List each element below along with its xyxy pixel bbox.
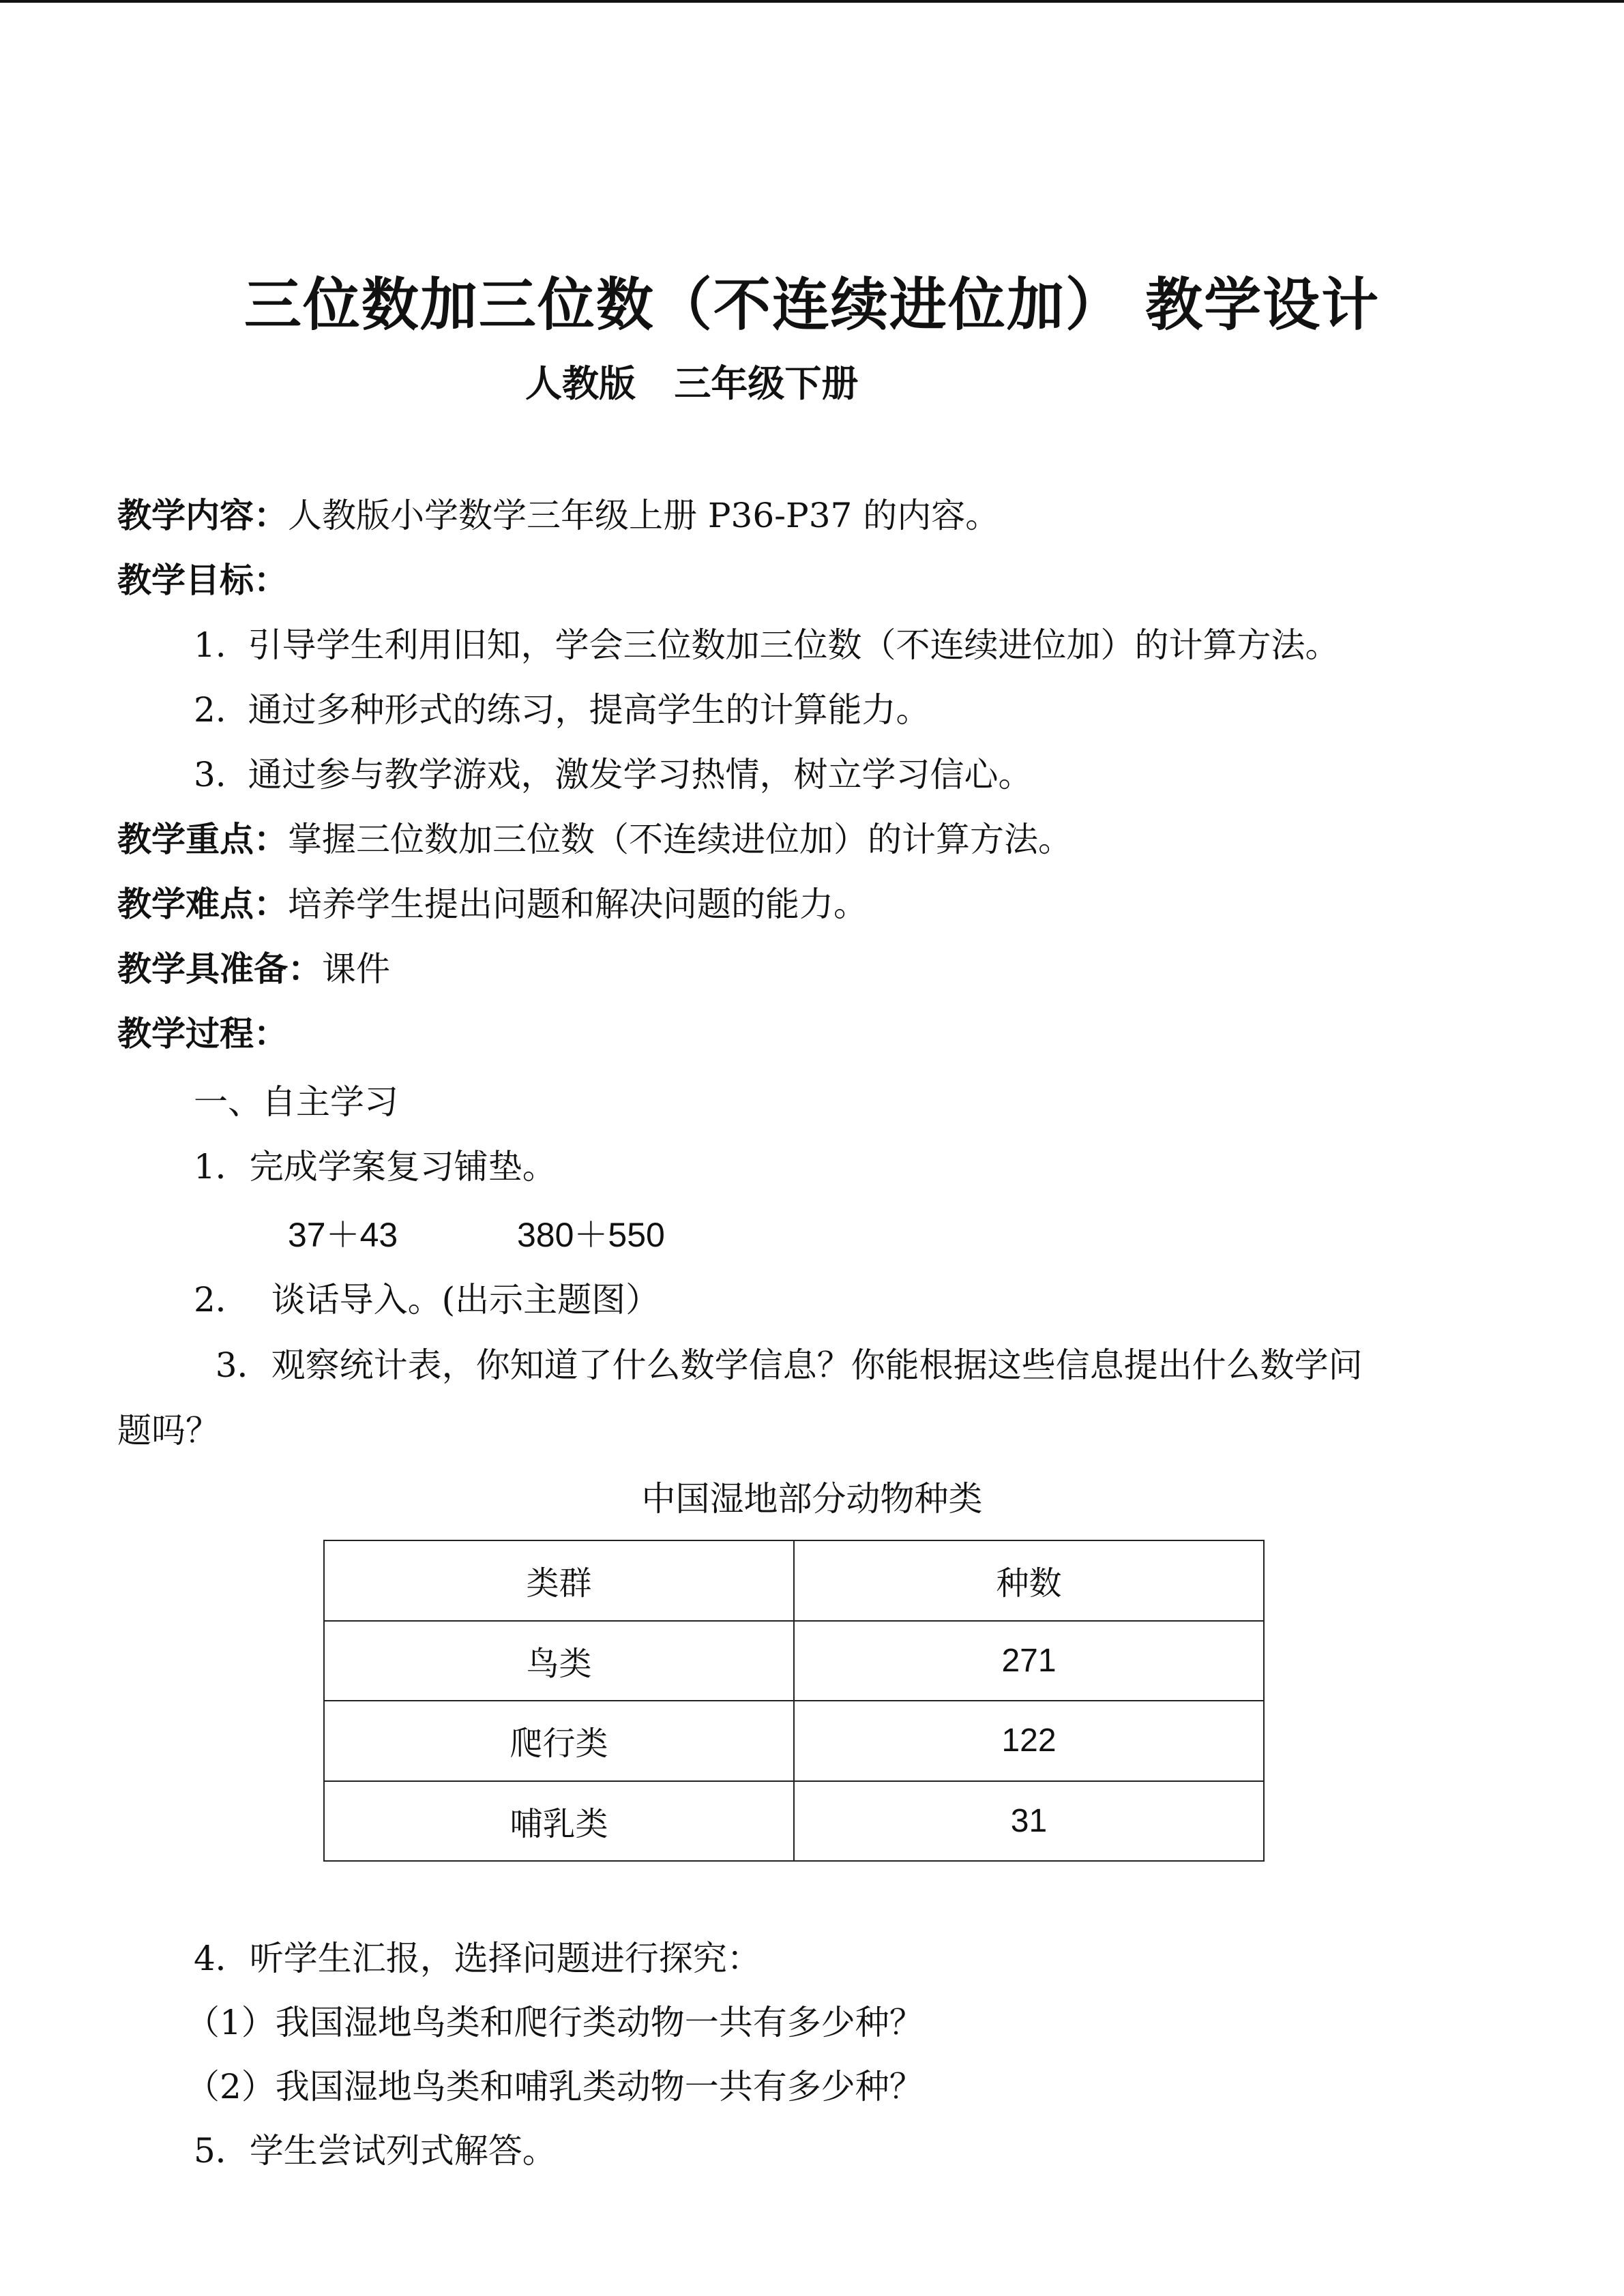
objective-item-1: 1. 引导学生利用旧知，学会三位数加三位数（不连续进位加）的计算方法。 [194,625,1340,665]
step-1: 1．完成学案复习铺垫。 [194,1147,557,1187]
objective-item-3: 3. 通过参与教学游戏，激发学习热情，树立学习信心。 [194,755,1033,794]
table-cell-count: 31 [794,1781,1264,1862]
step-3-line-1: 3．观察统计表，你知道了什么数学信息？你能根据这些信息提出什么数学问 [194,1345,1363,1385]
document-subtitle: 人教版 三年级下册 [525,362,859,405]
table-header-group: 类群 [324,1540,794,1621]
key-point-label: 教学重点： [117,820,288,859]
table-header-count: 种数 [794,1540,1264,1621]
materials-label: 教学具准备： [117,949,322,989]
document-title: 三位数加三位数（不连续进位加） 教学设计 [243,271,1381,338]
question-1: （1）我国湿地鸟类和爬行类动物一共有多少种？ [186,2003,924,2042]
materials-text: 课件 [322,949,390,989]
table-row [324,1781,1264,1862]
key-point-text: 掌握三位数加三位数（不连续进位加）的计算方法。 [288,820,1072,859]
step-4: 4．听学生汇报，选择问题进行探究： [194,1939,761,1978]
materials-paragraph [117,944,390,994]
objective-item-2: 2. 通过多种形式的练习，提高学生的计算能力。 [194,690,930,730]
table-header-row [324,1540,1264,1621]
difficulty-label: 教学难点： [117,884,288,924]
table-cell-group: 哺乳类 [324,1781,794,1862]
animal-species-table [323,1540,1265,1862]
content-paragraph [117,491,999,540]
question-2: （2）我国湿地鸟类和哺乳类动物一共有多少种？ [186,2067,924,2106]
objectives-label: 教学目标： [117,561,288,600]
difficulty-paragraph [117,880,868,929]
step-5: 5．学生尝试列式解答。 [194,2131,557,2171]
table-cell-count: 271 [794,1621,1264,1701]
step-2: 2． 谈话导入。(出示主题图） [194,1280,660,1320]
table-row [324,1621,1264,1701]
table-cell-group: 鸟类 [324,1621,794,1701]
content-text: 人教版小学数学三年级上册 P36-P37 的内容。 [288,496,1000,535]
table-caption: 中国湿地部分动物种类 [641,1479,983,1519]
table-cell-count: 122 [794,1701,1264,1781]
table-row [324,1701,1264,1781]
content-label: 教学内容： [117,496,288,535]
section-self-study: 一、自主学习 [194,1082,398,1122]
step-3-line-2: 题吗？ [117,1411,220,1450]
difficulty-text: 培养学生提出问题和解决问题的能力。 [288,884,868,924]
expression-1: 37＋43 [288,1216,398,1254]
key-point-paragraph [117,815,1072,864]
page-top-border [0,0,1624,3]
expression-2: 380＋550 [517,1216,665,1254]
process-label: 教学过程： [117,1014,288,1054]
table-cell-group: 爬行类 [324,1701,794,1781]
